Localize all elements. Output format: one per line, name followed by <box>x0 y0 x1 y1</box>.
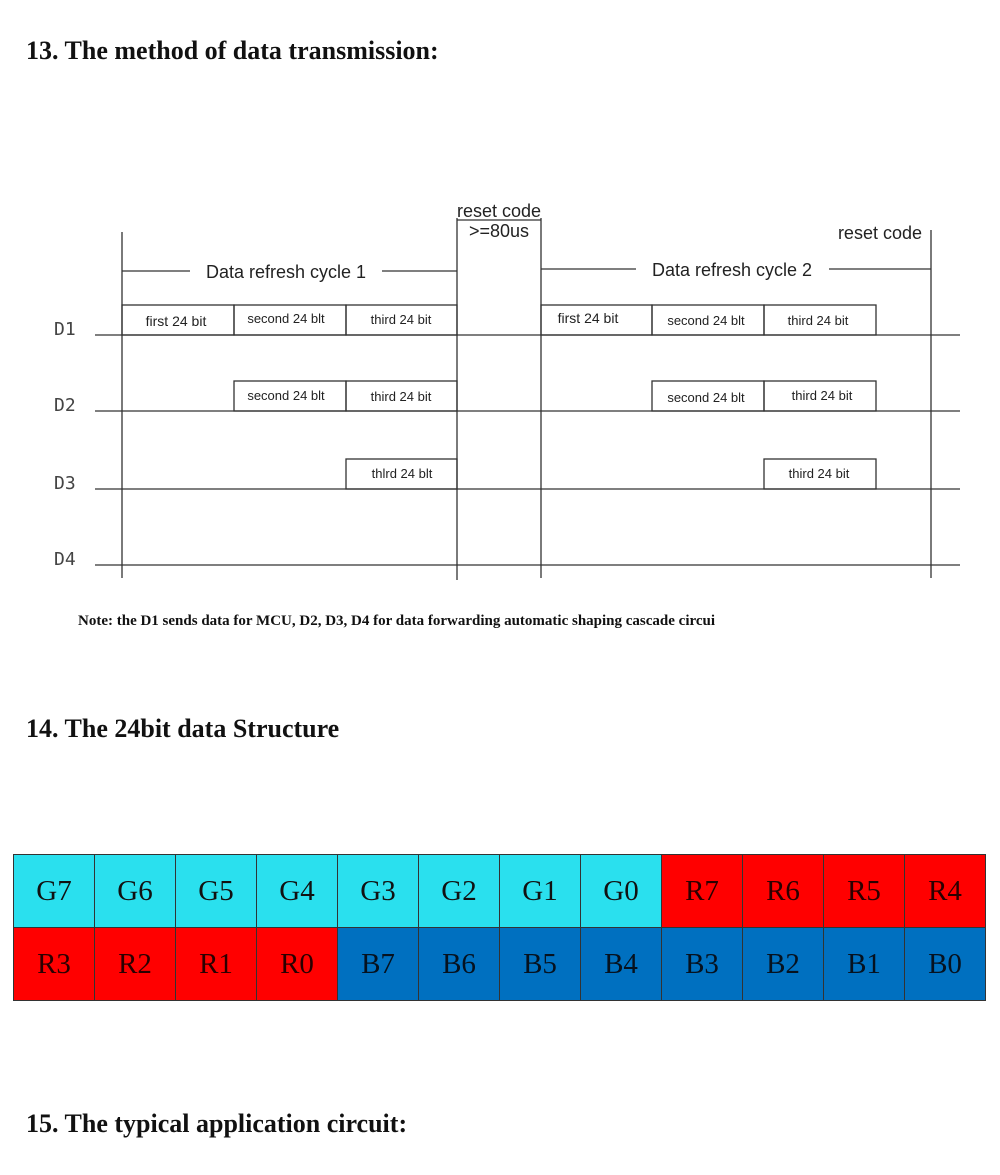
reset-code-label: reset code <box>456 201 542 221</box>
bit-cell: B3 <box>662 928 743 1001</box>
bit-cell: R5 <box>824 855 905 928</box>
bit-cell: B7 <box>338 928 419 1001</box>
d1-c2-frame-2-label: second 24 blt <box>667 313 745 328</box>
bit-cell: R3 <box>14 928 95 1001</box>
bit-cell: G3 <box>338 855 419 928</box>
d1-c1-frame-1-label: first 24 bit <box>145 313 207 329</box>
bit-cell: G1 <box>500 855 581 928</box>
d3-c1-frame-3-label: thlrd 24 blt <box>371 466 433 481</box>
d2-c2-frame-2-label: second 24 blt <box>667 390 745 405</box>
bit-cell: B6 <box>419 928 500 1001</box>
timing-note: Note: the D1 sends data for MCU, D2, D3, D4 for data forwarding automatic shaping cascade circui <box>78 613 716 629</box>
section-15-heading: 15. The typical application circuit: <box>26 1109 408 1138</box>
bit-row <box>14 855 986 928</box>
bit-structure-table <box>13 854 986 1001</box>
bit-cell: G2 <box>419 855 500 928</box>
reset-duration-label: >=80us <box>468 221 530 241</box>
bit-cell: R7 <box>662 855 743 928</box>
d1-label: D1 <box>54 319 76 340</box>
d2-c1-frame-2-label: second 24 blt <box>247 388 325 403</box>
bit-cell: G4 <box>257 855 338 928</box>
reset-code-right-label: reset code <box>837 223 922 243</box>
d1-c1-frame-3-label: third 24 bit <box>370 312 432 327</box>
d2-label: D2 <box>54 395 76 416</box>
d2-c2-frame-3-label: third 24 bit <box>791 388 853 403</box>
bit-cell: R6 <box>743 855 824 928</box>
bit-cell: G0 <box>581 855 662 928</box>
bit-cell: R2 <box>95 928 176 1001</box>
d2-c1-frame-3-label: third 24 bit <box>370 389 432 404</box>
d1-c2-frame-1-label: first 24 bit <box>557 310 619 326</box>
d1-c1-frame-2-label: second 24 blt <box>247 311 325 326</box>
section-13-heading: 13. The method of data transmission: <box>26 36 439 65</box>
cycle1-label: Data refresh cycle 1 <box>205 262 367 282</box>
d4-label: D4 <box>54 549 76 570</box>
bit-cell: G6 <box>95 855 176 928</box>
bit-cell: B5 <box>500 928 581 1001</box>
bit-cell: R0 <box>257 928 338 1001</box>
section-14-heading: 14. The 24bit data Structure <box>26 714 340 743</box>
d3-c2-frame-3-label: third 24 bit <box>788 466 850 481</box>
cycle2-label: Data refresh cycle 2 <box>651 260 813 280</box>
bit-cell: G5 <box>176 855 257 928</box>
bit-cell: B1 <box>824 928 905 1001</box>
data-transmission-timing-diagram <box>0 190 1000 590</box>
d3-label: D3 <box>54 473 76 494</box>
d1-c2-frame-3-label: third 24 bit <box>787 313 849 328</box>
bit-cell: R4 <box>905 855 986 928</box>
bit-cell: B0 <box>905 928 986 1001</box>
bit-cell: G7 <box>14 855 95 928</box>
bit-row <box>14 928 986 1001</box>
bit-cell: R1 <box>176 928 257 1001</box>
bit-cell: B4 <box>581 928 662 1001</box>
bit-cell: B2 <box>743 928 824 1001</box>
